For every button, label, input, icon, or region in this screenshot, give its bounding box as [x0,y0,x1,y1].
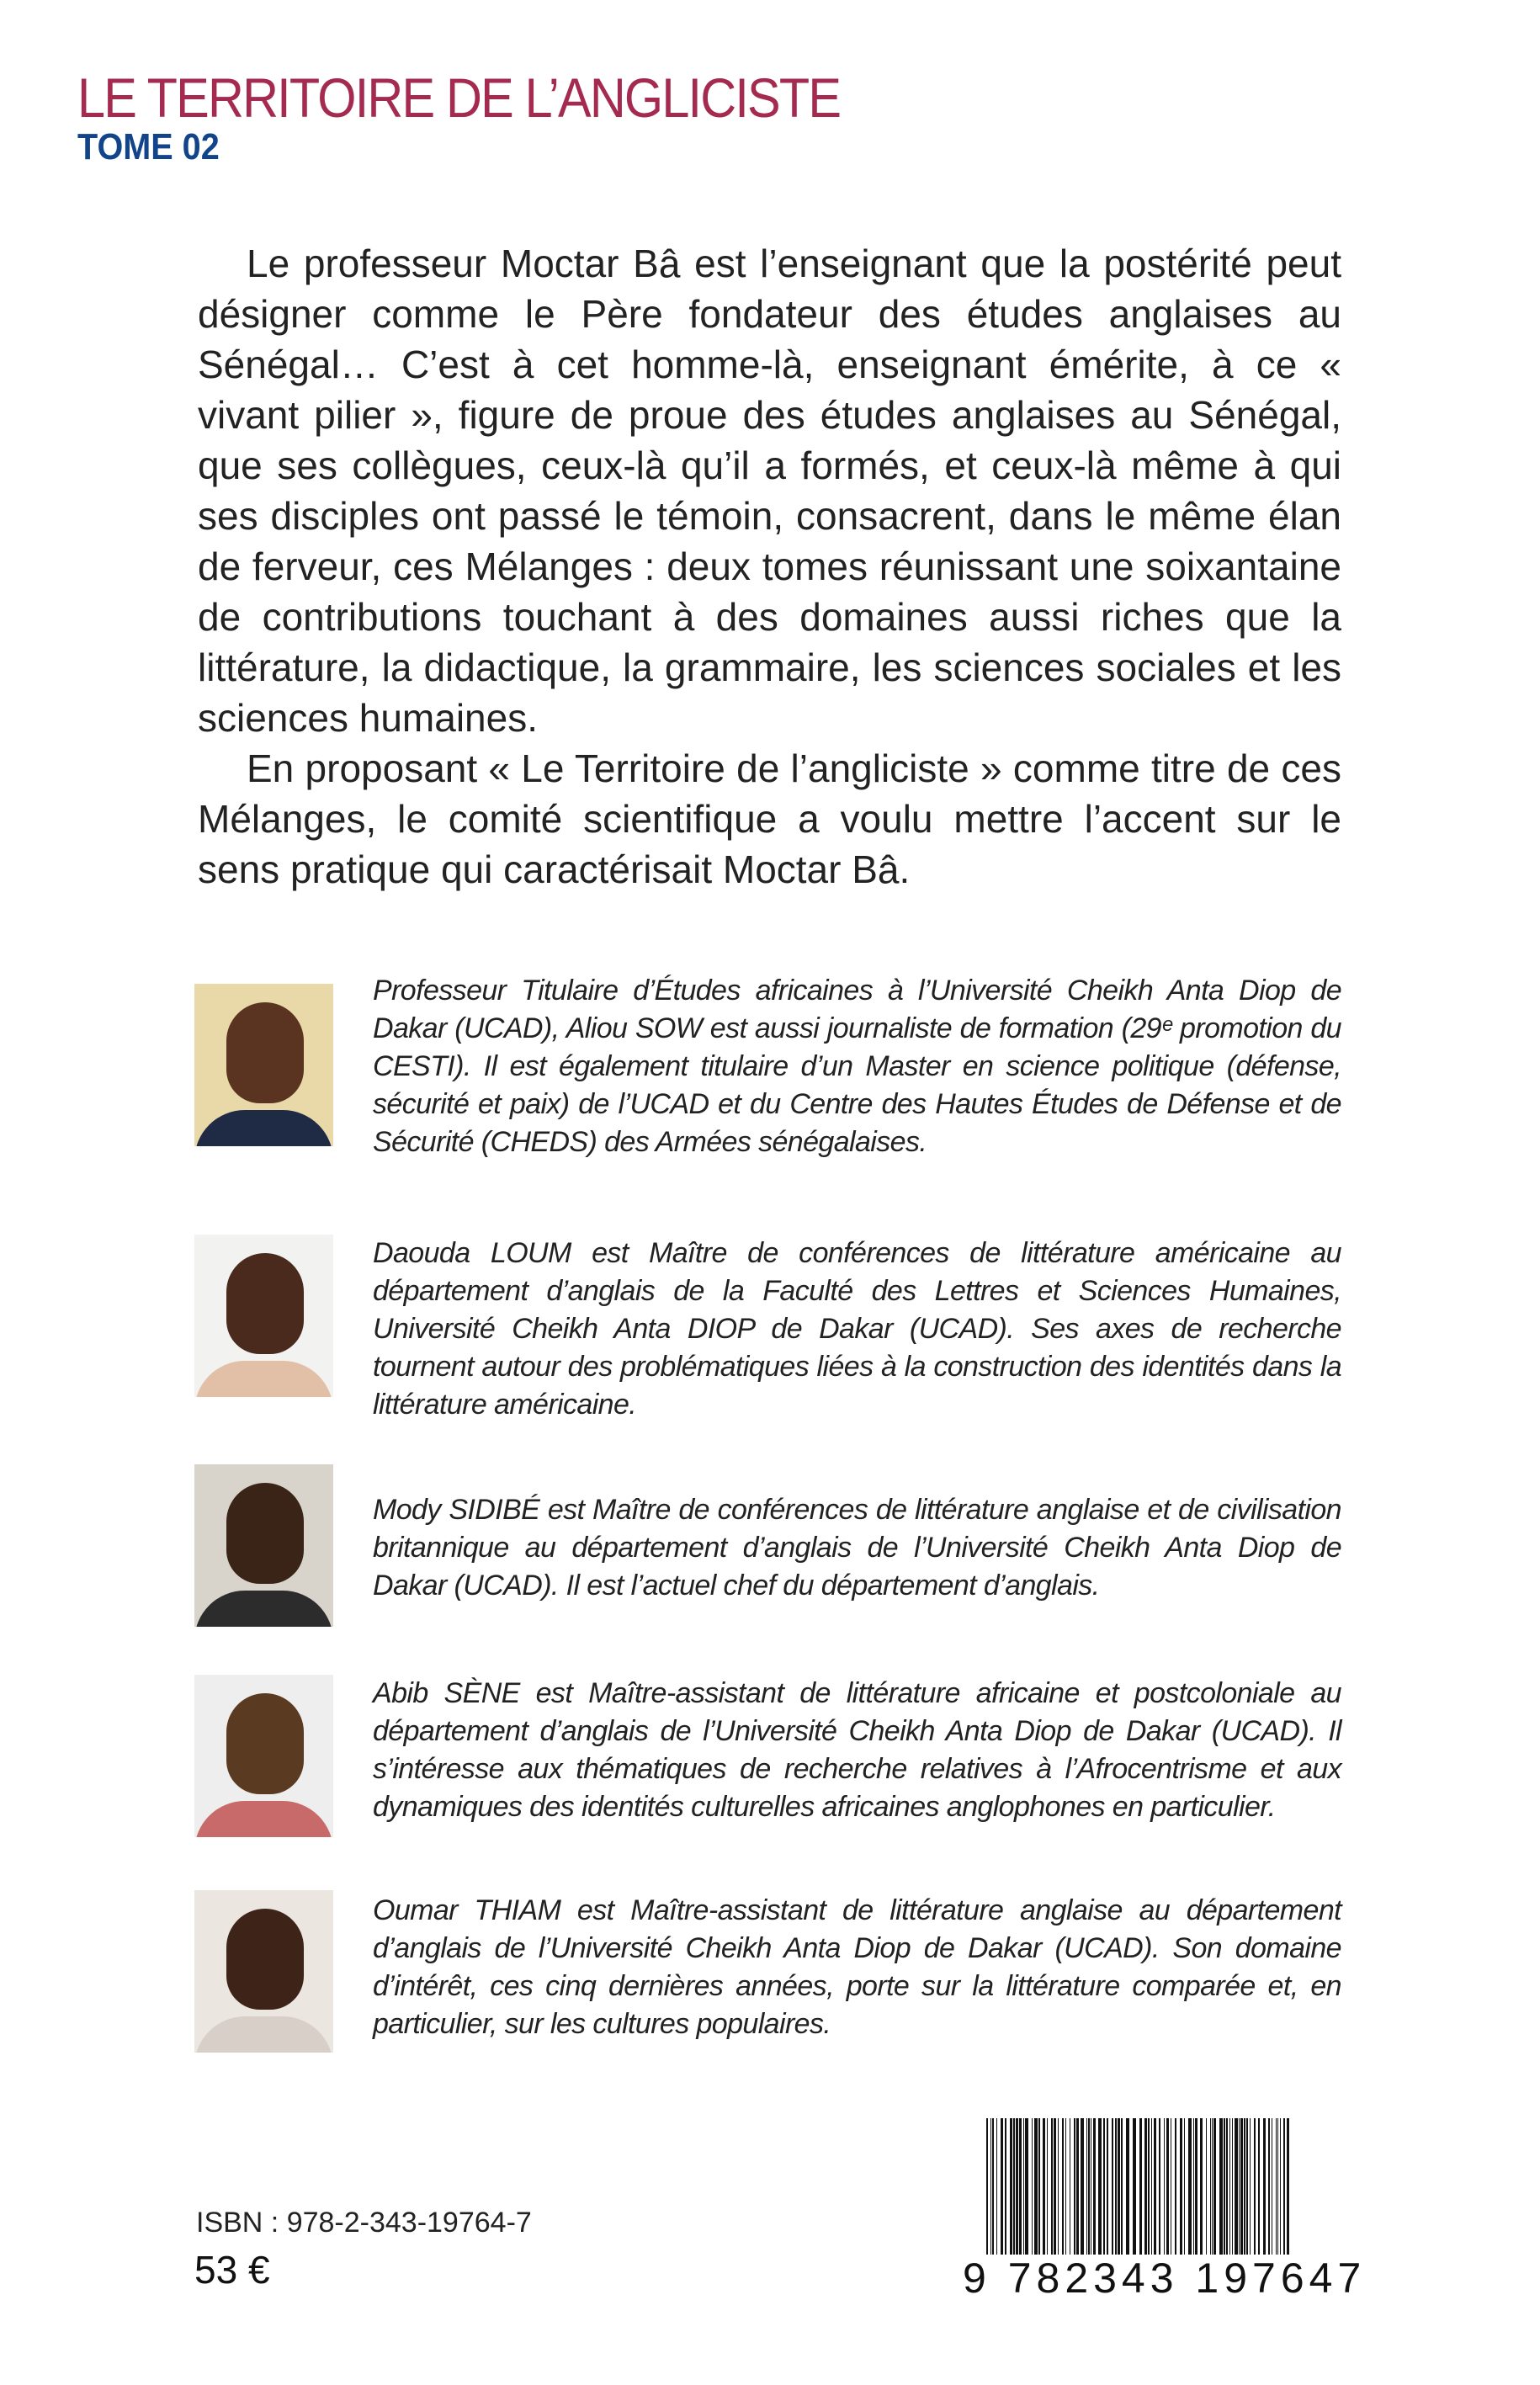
barcode-bar [1023,2118,1024,2261]
author-bio-text: Professeur Titulaire d’Études africaines à l’Université Cheikh Anta Diop de Dakar (UCAD), Aliou SOW est aussi journaliste de formation (29ᵉ promotion du CESTI). Il est également titulaire d’un Master en science politique (défense, sécurité et paix) de l’UCAD et du Centre des Hautes Études de Défense et de Sécurité (CHEDS) des Armées sénégalaises. [373,975,1341,1158]
barcode-bar [1043,2118,1045,2261]
barcode-bar [1200,2118,1203,2261]
barcode-bar [1195,2118,1197,2261]
barcode-bar [1166,2118,1169,2261]
barcode-bar [1159,2118,1160,2261]
barcode-bar [1280,2118,1281,2261]
barcode-bar [1263,2118,1266,2261]
blurb-paragraph: En proposant « Le Territoire de l’angliciste » comme titre de ces Mélanges, le comité scientifique a voulu mettre l’accent sur le sens pratique qui caractérisait Moctar Bâ. [198,746,1341,891]
barcode-bar [1103,2118,1105,2261]
barcode-bar [1074,2118,1075,2261]
barcode-bar [1118,2118,1120,2261]
barcode-bar [1258,2118,1260,2261]
price-label: 53 € [194,2248,270,2292]
barcode-bar [1213,2118,1216,2261]
barcode-bar [1019,2118,1022,2261]
author-photo [194,1464,333,1627]
back-cover-blurb [198,238,1341,895]
barcode-bar [1235,2118,1238,2261]
author-bio-text: Daouda LOUM est Maître de conférences de littérature américaine au département d’anglais de la Faculté des Lettres et Sciences Humaines, Université Cheikh Anta DIOP de Dakar (UCAD). Ses axes de recherche tournent autour des problématiques liées à la construction des identités dans la littérature américaine. [373,1237,1341,1421]
barcode-bar [1224,2118,1225,2261]
barcode-bar [996,2118,997,2261]
barcode-bar [1025,2118,1028,2261]
barcode-number: 9 782343 197647 [963,2255,1367,2302]
barcode-bar [1038,2118,1040,2261]
barcode-bar [992,2118,994,2261]
barcode-bar [1184,2118,1185,2261]
barcode-bar [1054,2118,1056,2261]
barcode-bar [1076,2118,1079,2261]
barcode-bar [1115,2118,1117,2261]
author-photo [194,1675,333,1837]
barcode-bar [1062,2118,1064,2261]
barcode-bar [1088,2118,1090,2261]
isbn-label: ISBN : 978-2-343-19764-7 [196,2207,532,2239]
barcode-bar [1240,2118,1243,2261]
barcode-bar [1112,2118,1113,2261]
barcode-bar [1254,2118,1256,2261]
author-photo [194,1890,333,2053]
barcode-bar [1244,2118,1245,2261]
barcode-bar [1239,2118,1240,2261]
barcode-bar [1034,2118,1038,2261]
book-series-title: LE TERRITOIRE DE L’ANGLICISTE [77,66,841,129]
barcode-bar [1058,2118,1059,2261]
barcode-bar [1226,2118,1228,2261]
barcode-bar [1010,2118,1012,2261]
barcode-bar [1246,2118,1248,2261]
barcode-bar [1219,2118,1223,2261]
barcode-bar [1047,2118,1048,2261]
barcode-bar [1175,2118,1176,2261]
barcode-bar [1229,2118,1230,2261]
barcode-bar [1232,2118,1233,2261]
author-bio-text: Abib SÈNE est Maître-assistant de littérature africaine et postcoloniale au département d’anglais de l’Université Cheikh Anta Diop de Dakar (UCAD). Il s’intéresse aux thématiques de recherche relatives à l’Afrocentrisme et aux dynamiques des identités culturelles africaines anglophones en particulier. [373,1677,1341,1823]
author-photo [194,984,333,1146]
author-bio-text: Mody SIDIBÉ est Maître de conférences de littérature anglaise et de civilisation britannique au département d’anglais de l’Université Cheikh Anta Diop de Dakar (UCAD). Il est l’actuel chef du département d’anglais. [373,1494,1341,1602]
barcode-bar [1093,2118,1096,2261]
barcode-bar [1086,2118,1087,2261]
barcode-bar [1051,2118,1053,2261]
barcode-bar [1193,2118,1194,2261]
barcode-digits [961,2254,1367,2303]
barcode-bar [1001,2118,1003,2261]
barcode-bar [1121,2118,1123,2261]
barcode-bar [1277,2118,1278,2261]
barcode-bar [1268,2118,1270,2261]
barcode-bar [1151,2118,1152,2261]
barcode-bar [1098,2118,1102,2261]
barcode-bar [1065,2118,1066,2261]
barcode-bar [1154,2118,1156,2261]
barcode-bar [1126,2118,1129,2261]
barcode-bar [1206,2118,1207,2261]
barcode-bar [1144,2118,1147,2261]
barcode-bar [1107,2118,1108,2261]
barcode-bar [1005,2118,1006,2261]
blurb-paragraph: Le professeur Moctar Bâ est l’enseignant que la postérité peut désigner comme le Père fondateur des études anglaises au Sénégal… C’est à cet homme-là, enseignant émérite, à ce « vivant pilier », figure de proue des études anglaises au Sénégal, que ses collègues, ceux-là qu’il a formés, et ceux-là même à qui ses disciples ont passé le témoin, consacrent, dans le même élan de ferveur, ces Mélanges : deux tomes réunissant une soixantaine de contributions touchant à des domaines aussi riches que la littérature, la didactique, la grammaire, les sciences sociales et les sciences humaines. [198,242,1341,740]
barcode-bar [1148,2118,1150,2261]
author-bio-text: Oumar THIAM est Maître-assistant de littérature anglaise au département d’anglais de l’Université Cheikh Anta Diop de Dakar (UCAD). Son domaine d’intérêt, ces cinq dernières années, porte sur la littérature comparée et, en particulier, sur les cultures populaires. [373,1894,1341,2040]
barcode-bar [1276,2118,1277,2261]
barcode-bar [1081,2118,1084,2261]
barcode-bar [1032,2118,1033,2261]
barcode-bar [1013,2118,1015,2261]
barcode-bar [1250,2118,1251,2261]
barcode-bar [1188,2118,1192,2261]
author-photo [194,1235,333,1397]
tome-label: TOME 02 [77,126,220,167]
barcode-bar [1164,2118,1165,2261]
barcode-bar [1212,2118,1213,2261]
barcode-bar [1210,2118,1211,2261]
barcode-bar [1016,2118,1018,2261]
barcode-bar [1180,2118,1182,2261]
